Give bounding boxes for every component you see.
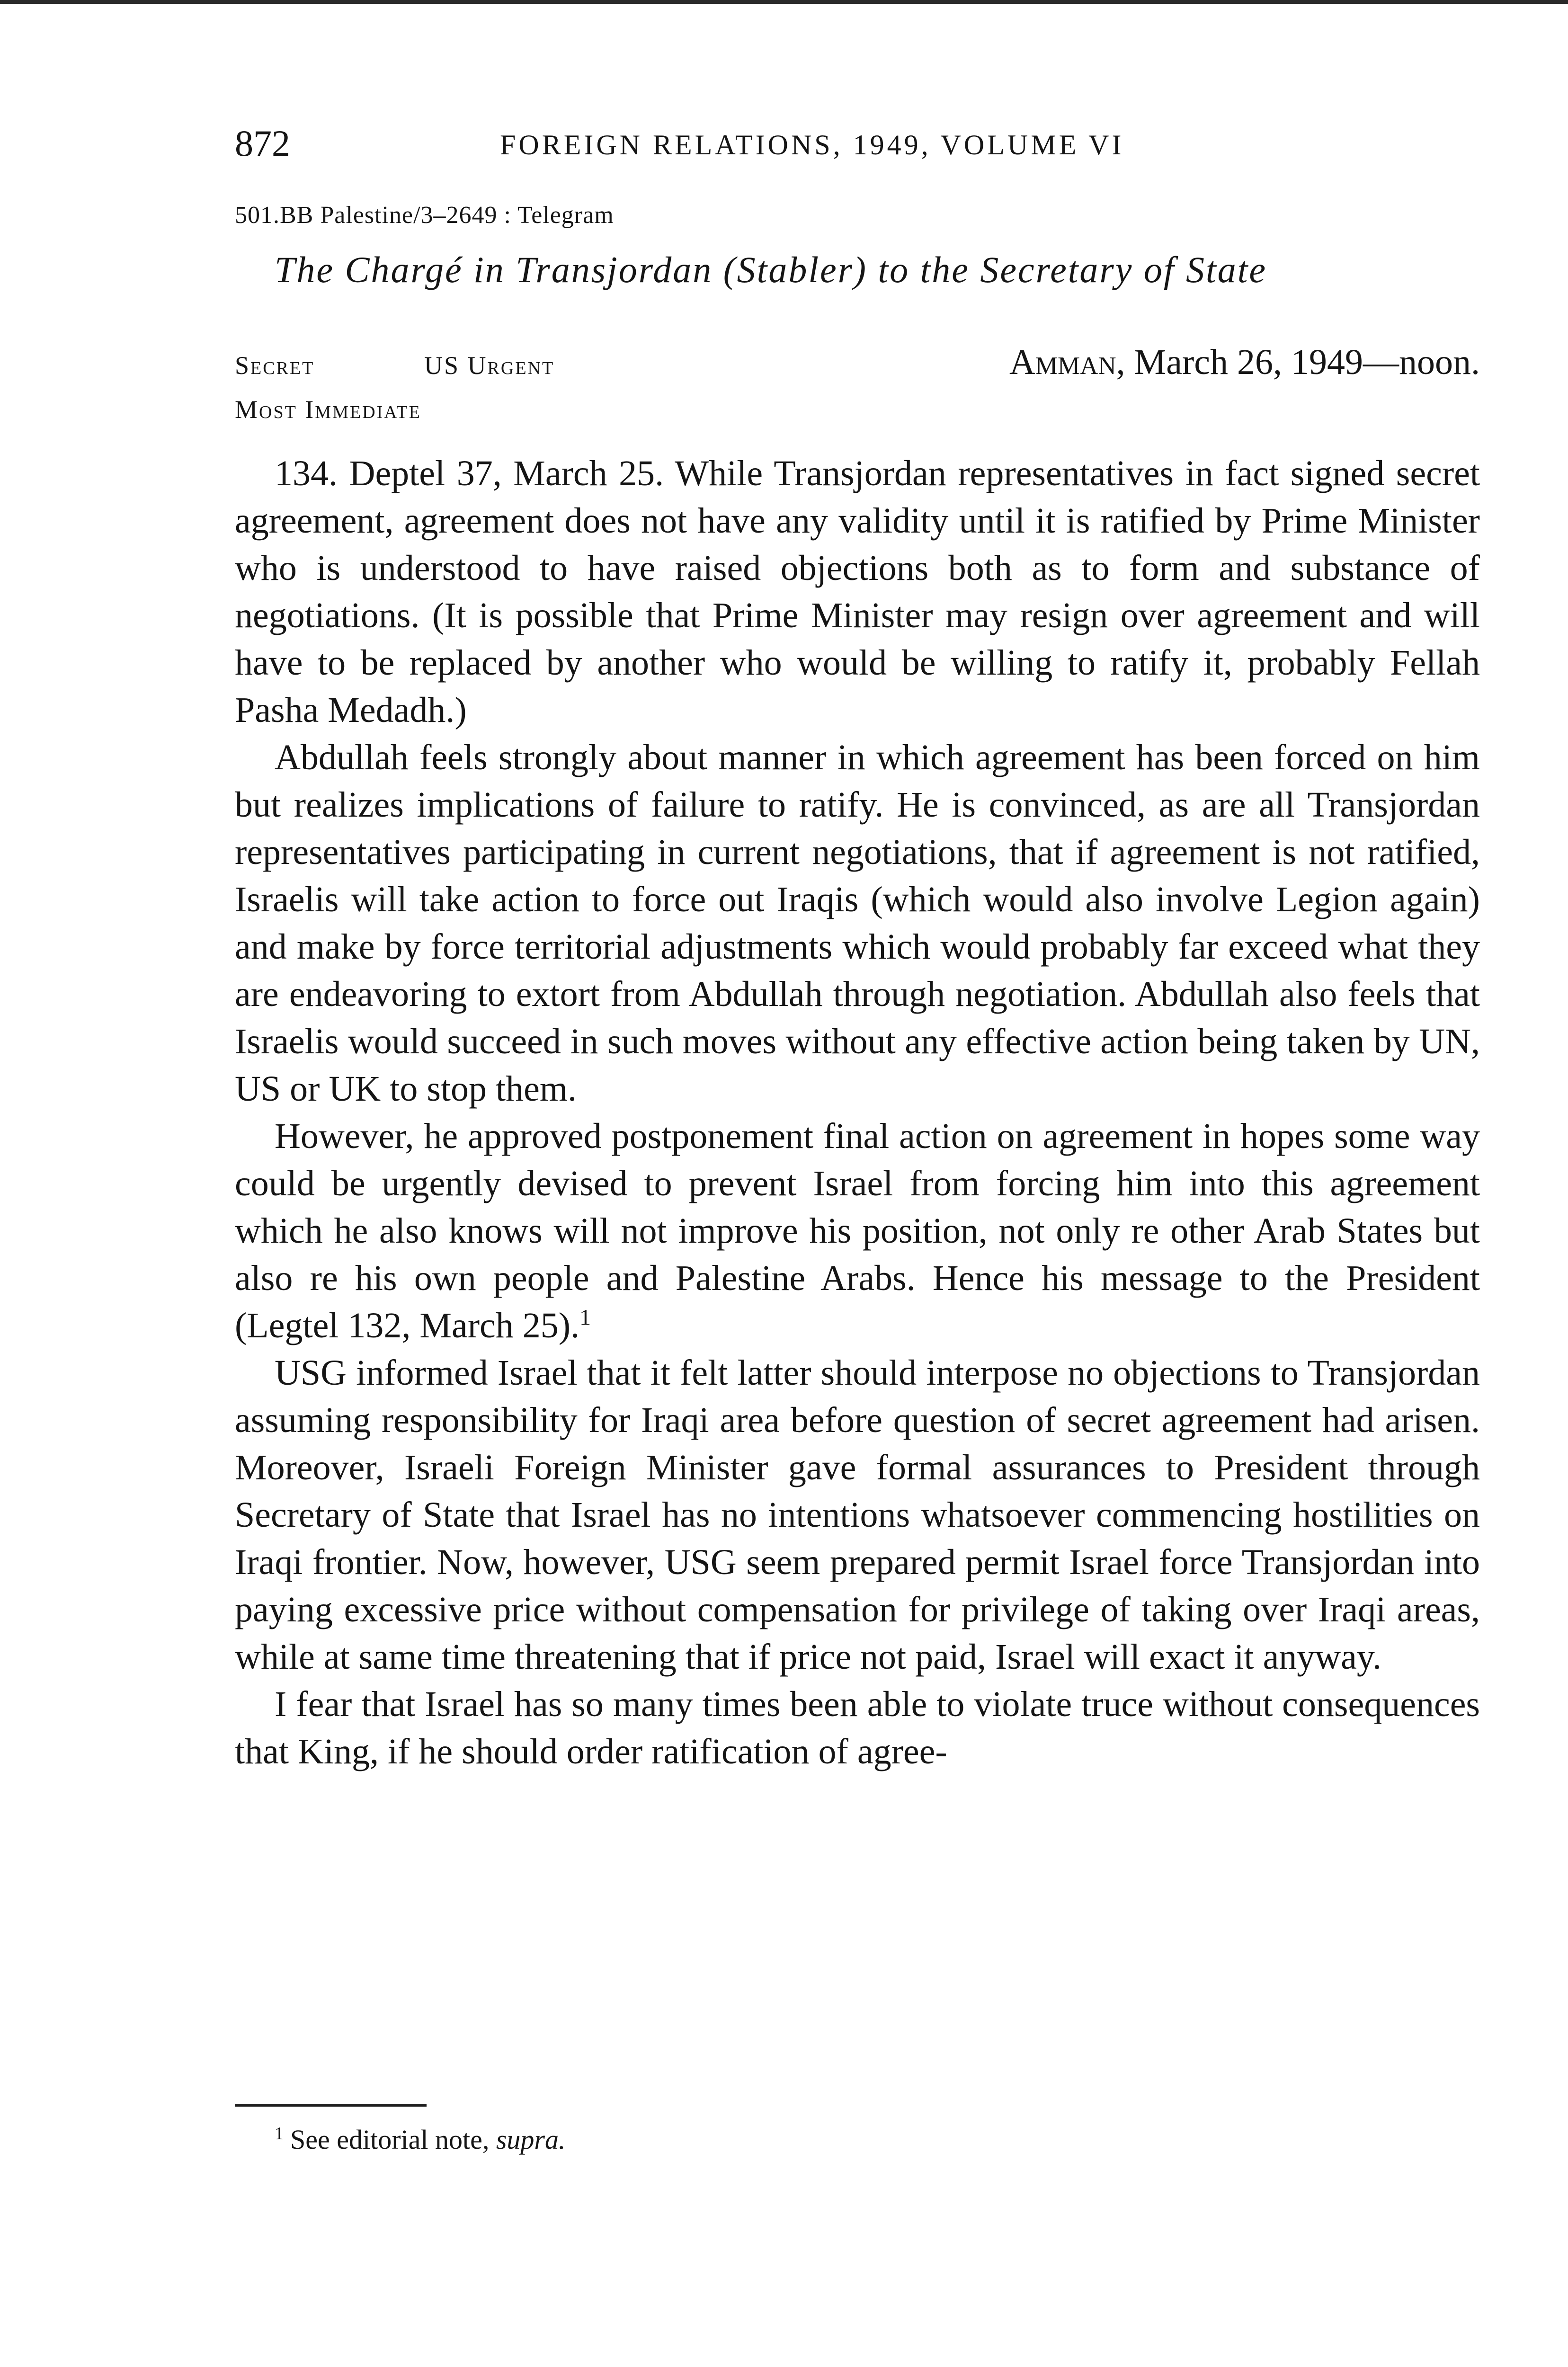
dateline [1009,338,1480,386]
paragraph-1: 134. Deptel 37, March 25. While Transjordan representatives in fact signed secret agreement, agreement does not have any validity until it is ratified by Prime Minister who is understood to have raised objections both as to form and substance of negotiations. (It is possible that Prime Minister may resign over agreement and will have to be replaced by another who would be willing to ratify it, probably Fellah Pasha Medadh.) [235,454,1480,730]
paragraph-4: USG informed Israel that it felt latter should interpose no objections to Transjordan assuming responsibility for Iraqi area before question of secret agreement had arisen. Moreover, Israeli Foreign Minister gave formal assurances to President through Secretary of State that Israel has no intentions whatsoever commencing hostilities on Iraqi frontier. Now, however, USG seem prepared permit Israel force Transjordan into paying excessive price without compensation for privilege of taking over Iraqi areas, while at same time threatening that if price not paid, Israel will exact it anyway. [235,1353,1480,1677]
journal-title: FOREIGN RELATIONS, 1949, VOLUME VI [500,129,1124,160]
footnote-mark: 1 [275,2123,284,2144]
classification-row [235,338,1480,386]
footnote-text: See editorial note, [290,2124,490,2155]
footnote-italic: supra. [496,2124,566,2155]
paragraph-2: Abdullah feels strongly about manner in which agreement has been forced on him but realizes implications of failure to ratify. He is convinced, as are all Transjordan representatives participating in current negotiations, that if agreement is not ratified, Israelis will take action to force out Iraqis (which would also involve Legion again) and make by force territorial adjustments which would probably far exceed what they are endeavoring to extort from Abdullah through negotiation. Abdullah also feels that Israelis would succeed in such moves without any effective action being taken by UN, US or UK to stop them. [235,738,1480,1109]
page-number: 872 [235,123,290,164]
dateline-date: March 26, 1949—noon. [1134,342,1480,382]
classification-label: Secret [235,351,315,380]
scan-edge-rule [0,0,1568,4]
dateline-place: Amman, [1009,342,1125,382]
running-head [235,122,1475,165]
paragraph-5: I fear that Israel has so many times been able to violate truce without consequences that King, if he should order ratification of agree- [235,1684,1480,1771]
paragraph-3-text: However, he approved postponement final action on agreement in hopes some way could be urgently devised to prevent Israel from forcing him into this agreement which he also knows will not improve his position, not only re other Arab States but also re his own people and Palestine Arabs. Hence his message to the President (Legtel 132, March 25). [235,1116,1480,1345]
document-reference: 501.BB Palestine/3–2649 : Telegram [235,202,614,229]
document-title: The Chargé in Transjordan (Stabler) to the Secretary of State [275,249,1267,290]
telegram-body [235,450,1480,1775]
footnote-reference: 1 [579,1305,591,1330]
paragraph-3 [235,1112,1480,1349]
precedence-label: US Urgent [424,351,555,380]
footnote [275,2121,566,2159]
handling-label: Most Immediate [235,395,421,424]
footnote-rule [235,2104,427,2107]
